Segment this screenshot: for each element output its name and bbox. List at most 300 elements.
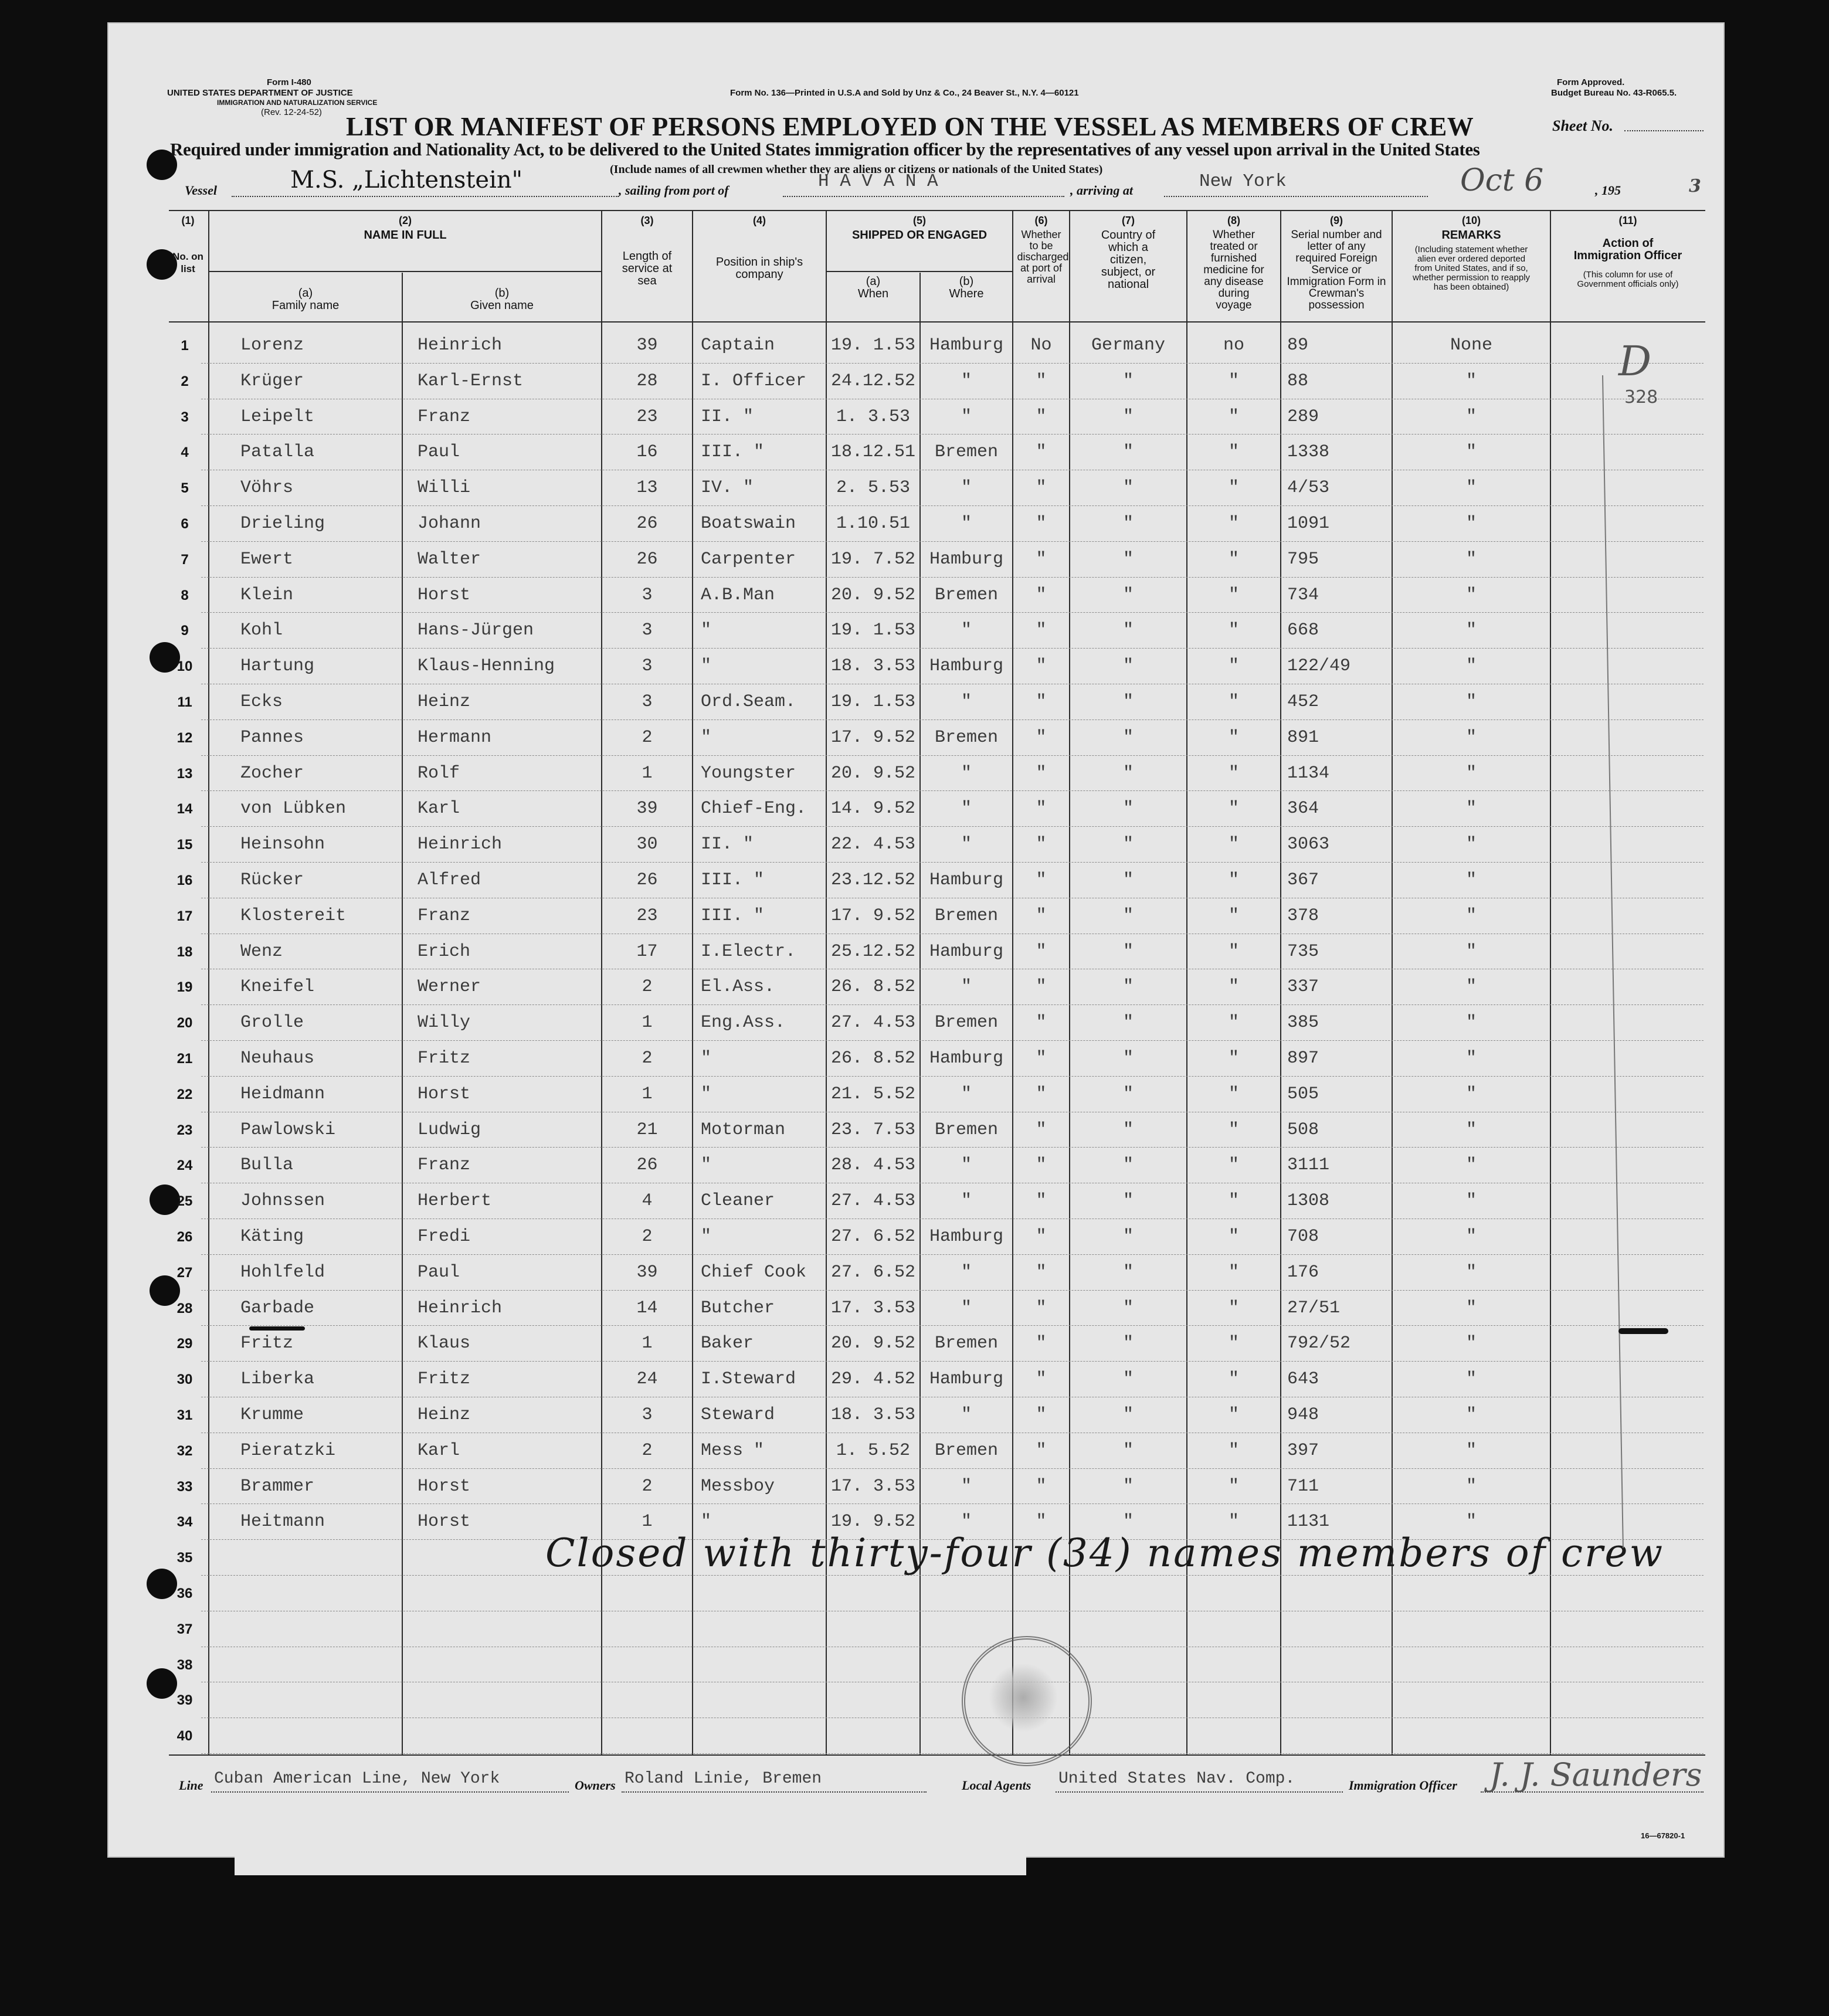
header-col-2-label: NAME IN FULL <box>364 229 447 242</box>
cell-when: 17. 3.53 <box>830 1476 916 1496</box>
row-number: 35 <box>177 1550 193 1566</box>
cell-position: Cleaner <box>701 1191 775 1211</box>
cell-where: Bremen <box>934 727 999 748</box>
year-label: , 195 <box>1595 183 1621 198</box>
cell-country: " <box>1122 1119 1134 1140</box>
cell-where: Bremen <box>934 1440 999 1461</box>
cell-given: Franz <box>418 1155 471 1176</box>
cell-discharge: " <box>1036 977 1047 997</box>
cell-medicine: " <box>1228 656 1239 677</box>
sailing-port-value: H A V A N A <box>818 171 938 192</box>
cell-given: Karl <box>418 1440 460 1461</box>
row-number: 14 <box>177 801 193 817</box>
row-rule <box>201 1147 1704 1148</box>
cell-family: Grolle <box>240 1013 304 1033</box>
line-field[interactable] <box>211 1791 569 1793</box>
cell-serial: 792/52 <box>1287 1333 1351 1354</box>
cell-country: " <box>1122 834 1134 855</box>
cell-given: Klaus <box>418 1333 471 1354</box>
col-divider <box>402 273 403 1756</box>
cell-country: " <box>1122 1369 1134 1390</box>
cell-discharge: " <box>1036 692 1047 712</box>
cell-position: El.Ass. <box>701 977 775 997</box>
cell-position: III. " <box>701 905 765 926</box>
cell-when: 22. 4.53 <box>830 834 916 855</box>
cell-where: " <box>961 478 972 498</box>
cell-position: Ord.Seam. <box>701 692 796 712</box>
cell-given: Johann <box>418 514 481 534</box>
cell-where: Hamburg <box>929 1369 1004 1390</box>
cell-service: 3 <box>642 692 653 712</box>
cell-family: Brammer <box>240 1476 315 1496</box>
cell-service: 2 <box>642 1476 653 1496</box>
cell-service: 26 <box>636 514 658 534</box>
cell-discharge: " <box>1036 834 1047 855</box>
budget-bureau: Budget Bureau No. 43-R065.5. <box>1551 88 1677 98</box>
cell-service: 1 <box>642 1013 653 1033</box>
cell-remarks: " <box>1465 1013 1477 1033</box>
cell-service: 23 <box>636 905 658 926</box>
cell-family: Drieling <box>240 514 325 534</box>
cell-discharge: " <box>1036 620 1047 641</box>
cell-service: 2 <box>642 1048 653 1068</box>
row-rule <box>201 1468 1704 1469</box>
cell-country: " <box>1122 1333 1134 1354</box>
cell-discharge: " <box>1036 1298 1047 1318</box>
header-col-2 <box>209 215 601 242</box>
cell-when: 19. 1.53 <box>830 620 916 641</box>
cell-given: Heinz <box>418 1405 471 1425</box>
cell-country: " <box>1122 478 1134 498</box>
sailing-port-field[interactable] <box>783 196 1064 197</box>
cell-when: 27. 4.53 <box>830 1191 916 1211</box>
cell-discharge: " <box>1036 727 1047 748</box>
cell-family: Heinsohn <box>240 834 325 855</box>
vessel-label: Vessel <box>185 183 217 198</box>
cell-country: " <box>1122 1084 1134 1104</box>
cell-family: Vöhrs <box>240 478 294 498</box>
cell-service: 24 <box>636 1369 658 1390</box>
cell-given: Ludwig <box>418 1119 481 1140</box>
header-col-7-num: (7) <box>1122 215 1135 226</box>
cell-serial: 88 <box>1287 371 1309 391</box>
header-col-10-label: REMARKS <box>1441 229 1501 242</box>
cell-where: " <box>961 1262 972 1282</box>
cell-family: Lorenz <box>240 335 304 355</box>
col-divider <box>208 211 209 1756</box>
cell-service: 39 <box>636 1262 658 1282</box>
row-rule <box>201 541 1704 542</box>
row-rule <box>201 1254 1704 1255</box>
cell-where: Hamburg <box>929 549 1004 569</box>
cell-given: Willy <box>418 1013 471 1033</box>
row-rule <box>201 648 1704 649</box>
cell-where: " <box>961 1155 972 1176</box>
cell-family: Kneifel <box>240 977 315 997</box>
cell-position: A.B.Man <box>701 585 775 605</box>
header-col-8-num: (8) <box>1227 215 1240 226</box>
immigration-stamp <box>962 1636 1092 1766</box>
cell-country: " <box>1122 1013 1134 1033</box>
immigration-officer-signature: J. J. Saunders <box>1489 1756 1702 1793</box>
cell-family: Rücker <box>240 870 304 890</box>
cell-service: 26 <box>636 549 658 569</box>
cell-service: 2 <box>642 727 653 748</box>
cell-remarks: " <box>1465 727 1477 748</box>
cell-country: " <box>1122 1512 1134 1532</box>
header-col-11-note: (This column for use of Government officials only) <box>1577 270 1679 289</box>
cell-service: 1 <box>642 763 653 783</box>
cell-position: Captain <box>701 335 775 355</box>
cell-remarks: " <box>1465 549 1477 569</box>
cell-given: Karl-Ernst <box>418 371 524 391</box>
cell-remarks: " <box>1465 1405 1477 1425</box>
cell-when: 1.10.51 <box>836 514 911 534</box>
cell-serial: 1338 <box>1287 442 1330 463</box>
cell-where: " <box>961 1476 972 1496</box>
row-number: 21 <box>177 1051 193 1067</box>
local-agents-field[interactable] <box>1056 1791 1343 1793</box>
header-col-11 <box>1551 215 1705 289</box>
cell-where: " <box>961 692 972 712</box>
cell-discharge: " <box>1036 1512 1047 1532</box>
header-col-11-label: Action of Immigration Officer <box>1573 237 1682 262</box>
cell-discharge: " <box>1036 870 1047 890</box>
cell-remarks: " <box>1465 1440 1477 1461</box>
cell-country: " <box>1122 620 1134 641</box>
row-number: 27 <box>177 1264 193 1281</box>
cell-when: 1. 5.52 <box>836 1440 911 1461</box>
cell-service: 26 <box>636 1155 658 1176</box>
row-number: 36 <box>177 1586 193 1601</box>
cell-medicine: " <box>1228 799 1239 819</box>
cell-position: III. " <box>701 870 765 890</box>
cell-position: III. " <box>701 442 765 463</box>
local-agents-label: Local Agents <box>962 1778 1031 1793</box>
row-rule <box>201 577 1704 578</box>
header-col-3 <box>602 215 692 287</box>
cell-family: Kohl <box>240 620 283 641</box>
cell-service: 13 <box>636 478 658 498</box>
cell-country: " <box>1122 905 1134 926</box>
cell-remarks: " <box>1465 1262 1477 1282</box>
cell-medicine: " <box>1228 442 1239 463</box>
cell-position: Messboy <box>701 1476 775 1496</box>
year-value: 3 <box>1689 176 1701 196</box>
header-family-name: (a) Family name <box>272 287 340 312</box>
cell-country: " <box>1122 656 1134 677</box>
cell-family: Hohlfeld <box>240 1262 325 1282</box>
cell-where: " <box>961 1405 972 1425</box>
cell-given: Heinrich <box>418 834 503 855</box>
header-col-6-label: Whether to be discharged at port of arrival <box>1017 229 1069 285</box>
cell-medicine: " <box>1228 727 1239 748</box>
cell-where: Hamburg <box>929 870 1004 890</box>
cell-serial: 3063 <box>1287 834 1330 855</box>
row-number: 25 <box>177 1193 193 1210</box>
cell-service: 16 <box>636 442 658 463</box>
cell-discharge: " <box>1036 371 1047 391</box>
cell-service: 1 <box>642 1084 653 1104</box>
cell-remarks: " <box>1465 656 1477 677</box>
cell-family: Pieratzki <box>240 1440 336 1461</box>
cell-position: I.Electr. <box>701 941 796 962</box>
cell-remarks: " <box>1465 1369 1477 1390</box>
cell-medicine: " <box>1228 1084 1239 1104</box>
cell-service: 2 <box>642 1440 653 1461</box>
cell-when: 19. 1.53 <box>830 692 916 712</box>
cell-country: " <box>1122 514 1134 534</box>
cell-when: 18.12.51 <box>830 442 916 463</box>
row-rule <box>201 719 1704 720</box>
cell-remarks: " <box>1465 585 1477 605</box>
arriving-port-field[interactable] <box>1164 196 1428 197</box>
owners-field[interactable] <box>622 1791 927 1793</box>
cell-country: " <box>1122 799 1134 819</box>
row-rule <box>201 1290 1704 1291</box>
header-col-7-label: Country of which a citizen, subject, or national <box>1101 229 1156 291</box>
header-shipped-when: (a) When <box>857 275 889 300</box>
cell-serial: 3111 <box>1287 1155 1330 1176</box>
cell-family: Klein <box>240 585 294 605</box>
cell-medicine: " <box>1228 1512 1239 1532</box>
cell-given: Klaus-Henning <box>418 656 555 677</box>
cell-where: Bremen <box>934 1119 999 1140</box>
cell-serial: 891 <box>1287 727 1319 748</box>
cell-given: Fritz <box>418 1369 471 1390</box>
service: IMMIGRATION AND NATURALIZATION SERVICE <box>217 99 378 107</box>
header-col-4-num: (4) <box>753 215 766 226</box>
cell-family: Fritz <box>240 1333 294 1354</box>
header-col-6-num: (6) <box>1034 215 1048 226</box>
cell-given: Fritz <box>418 1048 471 1068</box>
form-subnote: (Include names of all crewmen whether they are aliens or citizens or nationals of the United States) <box>610 163 1103 176</box>
cell-given: Horst <box>418 1084 471 1104</box>
row-number: 22 <box>177 1086 193 1102</box>
form-approved: Form Approved. <box>1557 77 1625 87</box>
cell-service: 39 <box>636 335 658 355</box>
row-number: 37 <box>177 1621 193 1637</box>
cell-when: 2. 5.53 <box>836 478 911 498</box>
row-number: 17 <box>177 908 193 924</box>
row-number: 16 <box>177 873 193 888</box>
cell-position: II. " <box>701 834 754 855</box>
row-rule <box>201 1076 1704 1077</box>
header-col-6 <box>1013 215 1069 285</box>
footer-code: 16—67820-1 <box>1641 1831 1685 1840</box>
cell-position: Baker <box>701 1333 754 1354</box>
row-number: 6 <box>181 516 189 532</box>
header-col-9-label: Serial number and letter of any required Foreign Service or Immigration Form in Crewman's possession <box>1287 229 1386 311</box>
cell-service: 4 <box>642 1191 653 1211</box>
cell-country: " <box>1122 977 1134 997</box>
cell-serial: 452 <box>1287 692 1319 712</box>
cell-position: " <box>701 727 712 748</box>
cell-medicine: " <box>1228 1227 1239 1247</box>
row-number: 38 <box>177 1657 193 1673</box>
header-col-10 <box>1393 215 1550 292</box>
cell-when: 23. 7.53 <box>830 1119 916 1140</box>
cell-service: 1 <box>642 1512 653 1532</box>
row-rule <box>201 826 1704 827</box>
row-rule <box>201 790 1704 791</box>
row-number: 12 <box>177 729 193 746</box>
cell-medicine: " <box>1228 1369 1239 1390</box>
cell-serial: 176 <box>1287 1262 1319 1282</box>
cell-discharge: " <box>1036 514 1047 534</box>
cell-discharge: " <box>1036 1084 1047 1104</box>
cell-discharge: " <box>1036 1119 1047 1140</box>
cell-country: " <box>1122 941 1134 962</box>
row-number: 4 <box>181 444 189 461</box>
row-rule <box>201 1503 1704 1504</box>
printer-note: Form No. 136—Printed in U.S.A and Sold by Unz & Co., 24 Beaver St., N.Y. 4—60121 <box>730 88 1079 98</box>
cell-position: Mess " <box>701 1440 765 1461</box>
cell-country: " <box>1122 442 1134 463</box>
cell-position: " <box>701 620 712 641</box>
arriving-label: , arriving at <box>1070 183 1133 198</box>
cell-position: Chief Cook <box>701 1262 807 1282</box>
cell-where: Bremen <box>934 1333 999 1354</box>
cell-serial: 1308 <box>1287 1191 1330 1211</box>
cell-serial: 289 <box>1287 406 1319 427</box>
cell-position: Butcher <box>701 1298 775 1318</box>
line-label: Line <box>179 1778 203 1793</box>
row-rule <box>201 1004 1704 1005</box>
header-col-3-label: Length of service at sea <box>622 250 673 287</box>
header-shipped-where: (b) Where <box>949 275 984 300</box>
cell-country: " <box>1122 1191 1134 1211</box>
cell-service: 3 <box>642 656 653 677</box>
cell-remarks: " <box>1465 834 1477 855</box>
cell-service: 39 <box>636 799 658 819</box>
cell-when: 27. 6.52 <box>830 1262 916 1282</box>
cell-country: " <box>1122 406 1134 427</box>
cell-serial: 385 <box>1287 1013 1319 1033</box>
cell-where: Bremen <box>934 442 999 463</box>
cell-service: 17 <box>636 941 658 962</box>
cell-position: " <box>701 656 712 677</box>
cell-family: Ewert <box>240 549 294 569</box>
cell-serial: 505 <box>1287 1084 1319 1104</box>
cell-remarks: " <box>1465 763 1477 783</box>
cell-given: Walter <box>418 549 481 569</box>
row-number: 18 <box>177 943 193 960</box>
arrival-date: Oct 6 <box>1460 163 1544 198</box>
form-number: Form I-480 <box>267 77 311 87</box>
row-rule <box>201 1753 1704 1754</box>
cell-country: " <box>1122 585 1134 605</box>
arriving-port-value: New York <box>1199 171 1287 192</box>
cell-medicine: " <box>1228 585 1239 605</box>
cell-medicine: " <box>1228 977 1239 997</box>
cell-family: Bulla <box>240 1155 294 1176</box>
row-number: 10 <box>177 659 193 675</box>
shipped-subheader-line <box>826 271 1012 272</box>
cell-medicine: " <box>1228 620 1239 641</box>
cell-remarks: " <box>1465 371 1477 391</box>
cell-service: 21 <box>636 1119 658 1140</box>
vessel-name: M.S. „Lichtenstein" <box>290 167 523 194</box>
cell-when: 19. 9.52 <box>830 1512 916 1532</box>
cell-position: Eng.Ass. <box>701 1013 786 1033</box>
local-agents-value: United States Nav. Comp. <box>1058 1770 1295 1788</box>
row-number: 28 <box>177 1300 193 1316</box>
cell-given: Alfred <box>418 870 481 890</box>
header-col-2-num: (2) <box>399 215 412 226</box>
cell-given: Werner <box>418 977 481 997</box>
cell-service: 26 <box>636 870 658 890</box>
cell-position: IV. " <box>701 478 754 498</box>
cell-when: 20. 9.52 <box>830 1333 916 1354</box>
cell-medicine: " <box>1228 1048 1239 1068</box>
cell-remarks: None <box>1450 335 1492 355</box>
cell-given: Paul <box>418 1262 460 1282</box>
cell-family: Käting <box>240 1227 304 1247</box>
cell-where: " <box>961 406 972 427</box>
cell-remarks: " <box>1465 1119 1477 1140</box>
header-col-9-num: (9) <box>1330 215 1343 226</box>
cell-given: Horst <box>418 1476 471 1496</box>
cell-service: 23 <box>636 406 658 427</box>
cell-serial: 122/49 <box>1287 656 1351 677</box>
col-divider <box>1550 211 1551 1756</box>
cell-medicine: " <box>1228 1119 1239 1140</box>
cell-serial: 89 <box>1287 335 1309 355</box>
cell-service: 3 <box>642 585 653 605</box>
cell-discharge: " <box>1036 799 1047 819</box>
cell-given: Horst <box>418 1512 471 1532</box>
cell-where: Hamburg <box>929 1048 1004 1068</box>
cell-serial: 948 <box>1287 1405 1319 1425</box>
cell-service: 30 <box>636 834 658 855</box>
action-number: 328 <box>1624 387 1658 408</box>
cell-when: 29. 4.52 <box>830 1369 916 1390</box>
cell-discharge: " <box>1036 1440 1047 1461</box>
line-value: Cuban American Line, New York <box>214 1770 500 1788</box>
header-col-7 <box>1070 215 1186 291</box>
cell-medicine: " <box>1228 834 1239 855</box>
cell-when: 17. 3.53 <box>830 1298 916 1318</box>
cell-serial: 711 <box>1287 1476 1319 1496</box>
header-col-11-num: (11) <box>1618 215 1637 226</box>
cell-given: Fredi <box>418 1227 471 1247</box>
cell-discharge: " <box>1036 1369 1047 1390</box>
cell-country: Germany <box>1091 335 1166 355</box>
cell-when: 27. 6.52 <box>830 1227 916 1247</box>
sheet-number-field[interactable] <box>1624 130 1704 131</box>
cell-position: Motorman <box>701 1119 786 1140</box>
cell-discharge: " <box>1036 905 1047 926</box>
cell-remarks: " <box>1465 977 1477 997</box>
cell-discharge: " <box>1036 1333 1047 1354</box>
form-subtitle: Required under immigration and Nationality Act, to be delivered to the United States immigration officer by the representatives of any vessel upon arrival in the United States <box>170 139 1480 159</box>
header-col-8-label: Whether treated or furnished medicine for any disease during voyage <box>1203 229 1264 311</box>
cell-family: Pawlowski <box>240 1119 336 1140</box>
cell-country: " <box>1122 1262 1134 1282</box>
cell-country: " <box>1122 1440 1134 1461</box>
cell-where: Hamburg <box>929 1227 1004 1247</box>
cell-when: 26. 8.52 <box>830 977 916 997</box>
row-number: 3 <box>181 409 189 425</box>
cell-when: 20. 9.52 <box>830 585 916 605</box>
cell-remarks: " <box>1465 620 1477 641</box>
cell-family: Wenz <box>240 941 283 962</box>
cell-given: Paul <box>418 442 460 463</box>
cell-when: 17. 9.52 <box>830 727 916 748</box>
vessel-field[interactable] <box>232 196 619 197</box>
cell-position: " <box>701 1155 712 1176</box>
